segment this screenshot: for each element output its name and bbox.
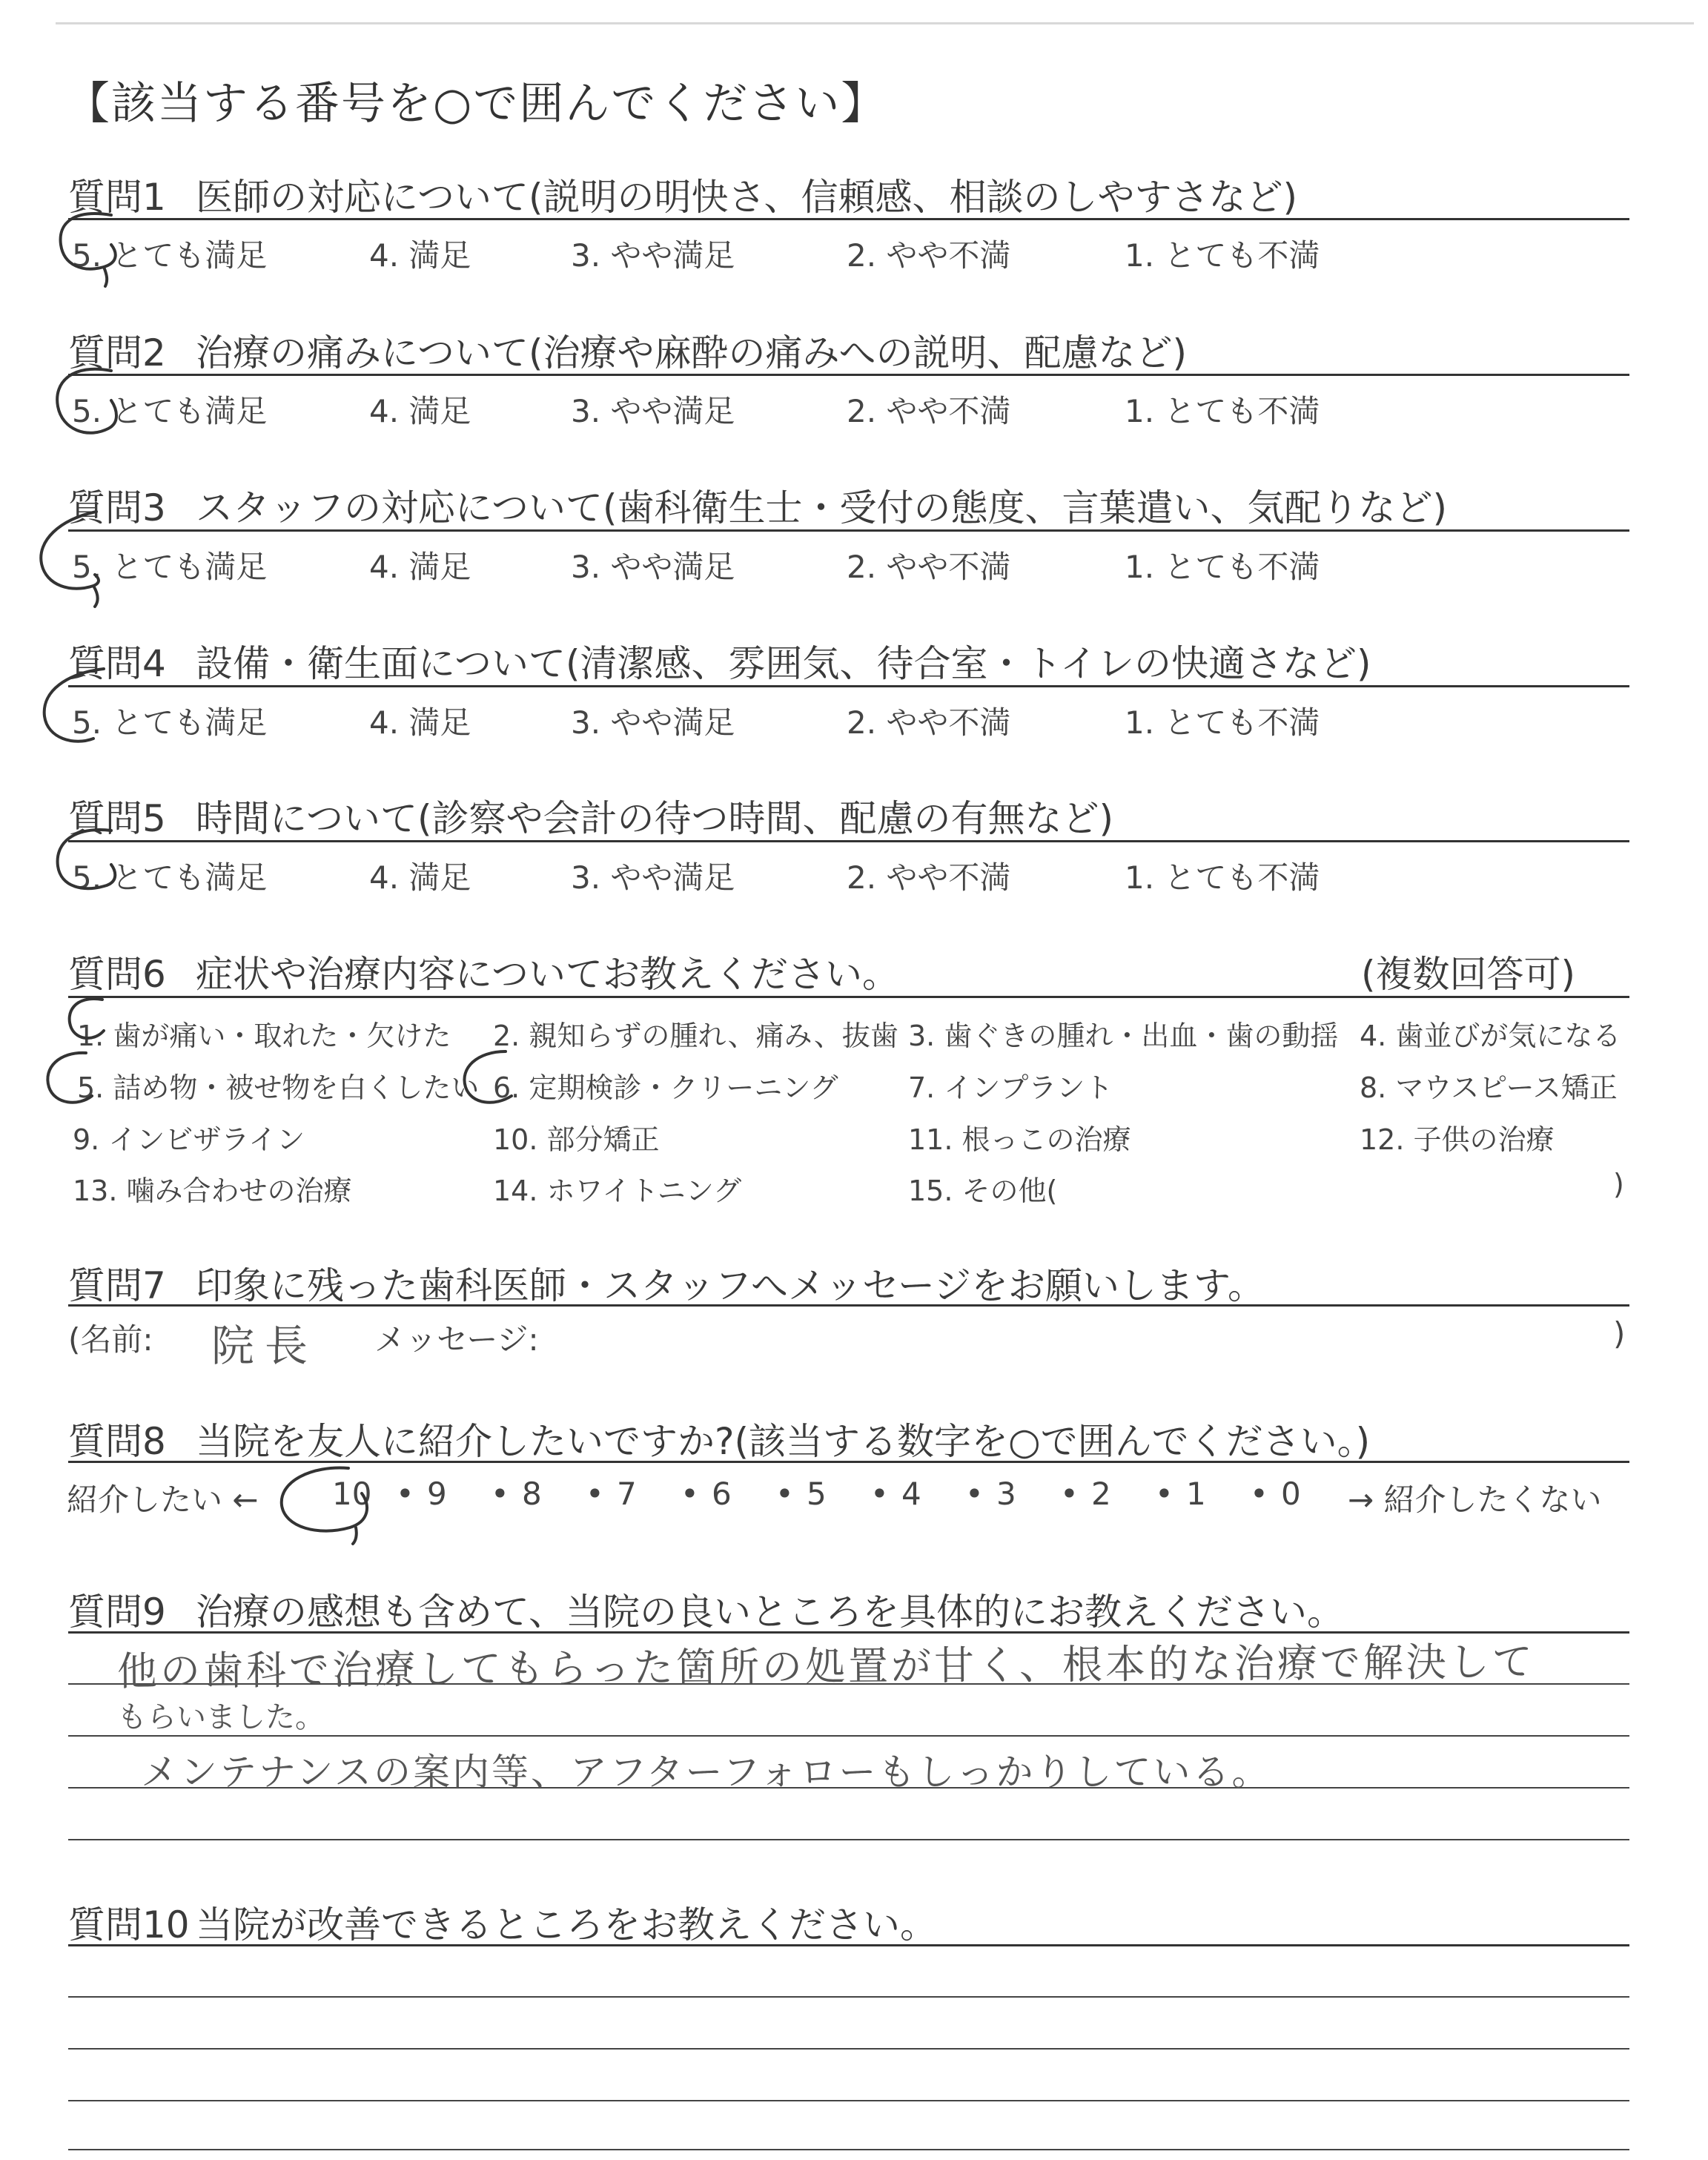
q9-answer-line-1[interactable]: 他の歯科で治療してもらった箇所の処置が甘く、根本的な治療で解決して xyxy=(116,1638,1536,1695)
q2-option-5[interactable]: 5. とても満足 xyxy=(72,393,268,429)
q2-option-2[interactable]: 2. やや不満 xyxy=(847,393,1011,429)
q10-line-3 xyxy=(68,2100,1629,2101)
q5-option-5[interactable]: 5. とても満足 xyxy=(72,859,268,896)
q8-scale-separator: • xyxy=(775,1476,794,1512)
q3-option-5[interactable]: 5. とても満足 xyxy=(72,549,268,585)
q8-scale-7[interactable]: 7 xyxy=(617,1476,637,1512)
question-3 xyxy=(68,478,1447,532)
question-2-label: 質問2 xyxy=(68,331,166,374)
question-2-text: 治療の痛みについて(治療や麻酔の痛みへの説明、配慮など) xyxy=(196,331,1188,374)
q4-option-2[interactable]: 2. やや不満 xyxy=(847,704,1011,741)
q6-option-11[interactable]: 11. 根っこの治療 xyxy=(908,1123,1131,1156)
question-7-label: 質問7 xyxy=(68,1264,166,1307)
question-5-text: 時間について(診察や会計の待つ時間、配慮の有無など) xyxy=(196,797,1114,840)
question-2-rule xyxy=(68,374,1629,376)
q6-option-13[interactable]: 13. 噛み合わせの治療 xyxy=(73,1175,352,1207)
q2-option-4[interactable]: 4. 満足 xyxy=(369,393,471,429)
q5-option-4[interactable]: 4. 満足 xyxy=(369,859,471,896)
question-3-text: スタッフの対応について(歯科衛生士・受付の態度、言葉遣い、気配りなど) xyxy=(196,486,1448,529)
q9-answer-line-2[interactable]: もらいました。 xyxy=(117,1700,325,1734)
q7-name-label: (名前: xyxy=(68,1321,153,1358)
q8-scale-10[interactable]: 10 xyxy=(332,1476,372,1512)
q6-option-9[interactable]: 9. インビザライン xyxy=(73,1123,305,1156)
q5-option-2[interactable]: 2. やや不満 xyxy=(847,859,1011,896)
q7-message-label: メッセージ: xyxy=(374,1321,539,1358)
question-6-label: 質問6 xyxy=(68,953,166,996)
q3-option-3[interactable]: 3. やや満足 xyxy=(571,549,735,585)
question-7 xyxy=(68,1256,1265,1309)
question-8-label: 質問8 xyxy=(68,1420,166,1463)
q6-option-7[interactable]: 7. インプラント xyxy=(908,1071,1113,1104)
q6-option-12[interactable]: 12. 子供の治療 xyxy=(1360,1123,1555,1156)
q8-scale xyxy=(0,1476,1708,1520)
scan-edge-line xyxy=(56,22,1694,24)
q6-option-1[interactable]: 1. 歯が痛い・取れた・欠けた xyxy=(77,1020,451,1052)
q1-option-4[interactable]: 4. 満足 xyxy=(369,237,471,274)
q6-option-10[interactable]: 10. 部分矯正 xyxy=(493,1123,660,1156)
question-2 xyxy=(68,323,1187,377)
q1-option-1[interactable]: 1. とても不満 xyxy=(1125,237,1320,274)
question-4-text: 設備・衛生面について(清潔感、雰囲気、待合室・トイレの快適さなど) xyxy=(196,642,1371,685)
question-1-rule xyxy=(68,218,1629,220)
question-10-rule xyxy=(68,1944,1629,1946)
q10-line-2 xyxy=(68,2048,1629,2050)
question-9-text: 治療の感想も含めて、当院の良いところを具体的にお教えください。 xyxy=(196,1591,1344,1634)
q4-option-3[interactable]: 3. やや満足 xyxy=(571,704,735,741)
q1-option-3[interactable]: 3. やや満足 xyxy=(571,237,735,274)
question-6 xyxy=(68,945,899,998)
form-title: 【該当する番号を○で囲んでください】 xyxy=(65,78,887,130)
question-8 xyxy=(68,1412,1370,1465)
q8-scale-separator: • xyxy=(681,1476,699,1512)
q10-line-4 xyxy=(68,2149,1629,2150)
question-3-label: 質問3 xyxy=(68,486,166,529)
question-7-text: 印象に残った歯科医師・スタッフへメッセージをお願いします。 xyxy=(196,1264,1265,1307)
q4-option-5[interactable]: 5. とても満足 xyxy=(72,704,268,741)
q8-scale-4[interactable]: 4 xyxy=(901,1476,921,1512)
q8-right-label: → 紹介したくない xyxy=(1348,1482,1602,1518)
q8-scale-separator: • xyxy=(396,1476,414,1512)
q7-name-handwritten[interactable]: 院長 xyxy=(211,1321,319,1371)
question-10 xyxy=(68,1895,937,1949)
question-5-label: 質問5 xyxy=(68,797,166,840)
question-9-label: 質問9 xyxy=(68,1591,166,1634)
q3-option-4[interactable]: 4. 満足 xyxy=(369,549,471,585)
q2-option-1[interactable]: 1. とても不満 xyxy=(1125,393,1320,429)
q10-line-1 xyxy=(68,1996,1629,1998)
q8-scale-separator: • xyxy=(870,1476,889,1512)
q8-scale-3[interactable]: 3 xyxy=(996,1476,1016,1512)
q8-scale-5[interactable]: 5 xyxy=(807,1476,827,1512)
q8-scale-9[interactable]: 9 xyxy=(427,1476,447,1512)
q6-option-15[interactable]: 15. その他( xyxy=(908,1175,1058,1207)
q8-scale-1[interactable]: 1 xyxy=(1186,1476,1206,1512)
q8-left-label: 紹介したい ← xyxy=(67,1482,259,1518)
q6-option-6[interactable]: 6. 定期検診・クリーニング xyxy=(493,1071,838,1104)
q5-option-1[interactable]: 1. とても不満 xyxy=(1125,859,1320,896)
q4-option-4[interactable]: 4. 満足 xyxy=(369,704,471,741)
question-1 xyxy=(68,168,1297,221)
q7-close-paren: ) xyxy=(1613,1315,1626,1352)
question-4 xyxy=(68,634,1371,687)
q6-option-8[interactable]: 8. マウスピース矯正 xyxy=(1360,1071,1618,1104)
q1-option-5[interactable]: 5. とても満足 xyxy=(72,237,268,274)
q6-option-14[interactable]: 14. ホワイトニング xyxy=(493,1175,742,1207)
q8-scale-separator: • xyxy=(1060,1476,1079,1512)
q8-scale-separator: • xyxy=(1250,1476,1268,1512)
q4-option-1[interactable]: 1. とても不満 xyxy=(1125,704,1320,741)
q3-option-2[interactable]: 2. やや不満 xyxy=(847,549,1011,585)
q8-scale-separator: • xyxy=(965,1476,984,1512)
q6-option-2[interactable]: 2. 親知らずの腫れ、痛み、抜歯 xyxy=(493,1020,898,1052)
question-8-text: 当院を友人に紹介したいですか?(該当する数字を○で囲んでください。) xyxy=(196,1420,1371,1463)
question-6-text: 症状や治療内容についてお教えください。 xyxy=(196,953,899,996)
question-4-label: 質問4 xyxy=(68,642,166,685)
question-10-label: 質問10 xyxy=(68,1903,190,1946)
q8-scale-8[interactable]: 8 xyxy=(522,1476,542,1512)
q8-scale-6[interactable]: 6 xyxy=(712,1476,732,1512)
question-6-note: (複数回答可) xyxy=(1361,953,1576,996)
question-7-rule xyxy=(68,1304,1629,1307)
q6-other-close-paren: ) xyxy=(1613,1168,1624,1200)
question-9 xyxy=(68,1582,1344,1636)
q3-option-1[interactable]: 1. とても不満 xyxy=(1125,549,1320,585)
question-5 xyxy=(68,789,1113,842)
q2-option-3[interactable]: 3. やや満足 xyxy=(571,393,735,429)
q9-answer-line-3[interactable]: メンテナンスの案内等、アフターフォローもしっかりしている。 xyxy=(141,1751,1271,1794)
q8-scale-separator: • xyxy=(1155,1476,1174,1512)
question-5-rule xyxy=(68,840,1629,842)
q5-option-3[interactable]: 3. やや満足 xyxy=(571,859,735,896)
q8-scale-2[interactable]: 2 xyxy=(1091,1476,1111,1512)
q8-scale-separator: • xyxy=(586,1476,604,1512)
q6-option-4[interactable]: 4. 歯並びが気になる xyxy=(1360,1020,1621,1052)
question-8-rule xyxy=(68,1461,1629,1463)
question-3-rule xyxy=(68,529,1629,532)
question-4-rule xyxy=(68,685,1629,687)
question-10-text: 当院が改善できるところをお教えください。 xyxy=(196,1903,937,1946)
q1-option-2[interactable]: 2. やや不満 xyxy=(847,237,1011,274)
q6-option-5[interactable]: 5. 詰め物・被せ物を白くしたい xyxy=(77,1071,480,1104)
q6-option-3[interactable]: 3. 歯ぐきの腫れ・出血・歯の動揺 xyxy=(908,1020,1339,1052)
q9-line-4 xyxy=(68,1839,1629,1840)
q8-scale-separator: • xyxy=(491,1476,509,1512)
question-1-text: 医師の対応について(説明の明快さ、信頼感、相談のしやすさなど) xyxy=(196,176,1298,219)
question-1-label: 質問1 xyxy=(68,176,166,219)
q8-scale-0[interactable]: 0 xyxy=(1281,1476,1301,1512)
question-6-rule xyxy=(68,996,1629,998)
